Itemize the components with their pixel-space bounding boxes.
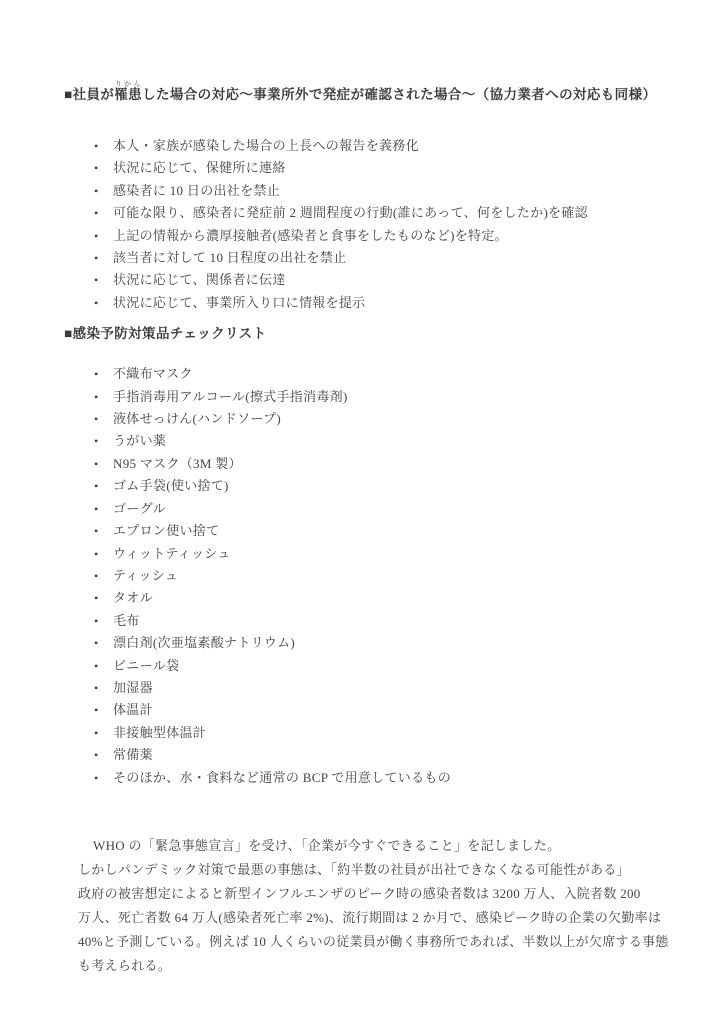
list-item <box>64 292 668 314</box>
list-item-text: うがい薬 <box>113 433 167 449</box>
bullet-icon: • <box>94 658 99 673</box>
list-item <box>64 699 668 721</box>
bullet-icon: • <box>94 228 99 243</box>
bullet-icon: • <box>94 456 99 471</box>
heading-checklist-text: 感染予防対策品チェックリスト <box>72 326 267 342</box>
heading-incident-pre: 社員が <box>72 87 115 102</box>
bullet-icon: • <box>94 434 99 449</box>
list-item <box>64 157 668 179</box>
list-item <box>64 498 668 520</box>
list-item <box>64 269 668 291</box>
bullet-icon: • <box>94 591 99 606</box>
bullet-icon: • <box>94 479 99 494</box>
list-item-text: 状況に応じて、保健所に連絡 <box>113 160 286 176</box>
list-item <box>64 744 668 766</box>
bullet-icon: • <box>94 524 99 539</box>
list-item <box>64 453 668 475</box>
paragraph-line: も考えられる。 <box>78 957 172 973</box>
bullet-icon: • <box>94 568 99 583</box>
bullet-icon: • <box>94 367 99 382</box>
list-item-text: 漂白剤(次亜塩素酸ナトリウム) <box>113 635 296 651</box>
list-item-text: 可能な限り、感染者に発症前 2 週間程度の行動(誰にあって、何をしたか)を確認 <box>113 205 588 221</box>
list-item-text: ティッシュ <box>113 567 179 583</box>
list-item <box>64 767 668 789</box>
list-item-text: ウィットティッシュ <box>113 545 231 561</box>
list-item <box>64 247 668 269</box>
bullet-icon: • <box>94 389 99 404</box>
list-item-text: 該当者に対して 10 日程度の出社を禁止 <box>113 250 347 266</box>
list-item-text: 毛布 <box>113 612 140 628</box>
paragraph-line: 万人、死亡者数 64 万人(感染者死亡率 2%)、流行期間は 2 か月で、感染ピーク時の企業の欠勤率は <box>78 909 662 925</box>
list-item <box>64 677 668 699</box>
paragraph-line: 政府の被害想定によると新型インフルエンザのピーク時の感染者数は 3200 万人、入院者数 200 <box>78 885 641 901</box>
bullet-icon: • <box>94 748 99 763</box>
list-item-text: ビニール袋 <box>113 657 180 673</box>
bullet-icon: • <box>94 295 99 310</box>
heading-incident-post: した場合の対応～事業所外で発症が確認された場合～（協力業者への対応も同様） <box>142 87 657 102</box>
closing-paragraph <box>78 834 668 978</box>
list-item <box>64 565 668 587</box>
bullet-icon: • <box>94 251 99 266</box>
bullet-icon: • <box>94 206 99 221</box>
list-item-text: 体温計 <box>113 702 153 718</box>
bullet-icon: • <box>94 703 99 718</box>
list-item <box>64 202 668 224</box>
list-item <box>64 363 668 385</box>
list-item-text: そのほか、水・食料など通常の BCP で用意しているもの <box>113 769 451 785</box>
list-item <box>64 655 668 677</box>
list-item-text: 不織布マスク <box>113 366 193 382</box>
list-item-text: 感染者に 10 日の出社を禁止 <box>113 182 280 198</box>
ruby-furigana: りかん <box>114 80 143 88</box>
bullet-icon: • <box>94 546 99 561</box>
heading-marker-icon: ■ <box>64 87 73 102</box>
incident-response-list <box>64 135 668 314</box>
list-item <box>64 408 668 430</box>
list-item-text: 状況に応じて、事業所入り口に情報を提示 <box>113 294 366 310</box>
list-item-text: ゴーグル <box>113 500 166 516</box>
list-item-text: エプロン使い捨て <box>113 523 220 539</box>
heading-marker-icon: ■ <box>64 326 73 342</box>
bullet-icon: • <box>94 725 99 740</box>
list-item-text: 本人・家族が感染した場合の上長への報告を義務化 <box>113 138 419 153</box>
list-item <box>64 135 668 157</box>
paragraph-line: 40%と予測している。例えば 10 人くらいの従業員が働く事務所であれば、半数以上が欠席する事態 <box>78 933 669 949</box>
list-item <box>64 543 668 565</box>
list-item <box>64 180 668 202</box>
bullet-icon: • <box>94 680 99 695</box>
list-item <box>64 587 668 609</box>
list-item-text: 非接触型体温計 <box>113 724 207 740</box>
bullet-icon: • <box>94 636 99 651</box>
bullet-icon: • <box>94 273 99 288</box>
list-item <box>64 722 668 744</box>
section-heading-incident <box>64 80 668 105</box>
list-item-text: ゴム手袋(使い捨て) <box>113 478 229 494</box>
bullet-icon: • <box>94 183 99 198</box>
list-item <box>64 475 668 497</box>
list-item-text: 上記の情報から濃厚接触者(感染者と食事をしたものなど)を特定。 <box>113 227 508 243</box>
paragraph-line: しかしパンデミック対策で最悪の事態は、「約半数の社員が出社できなくなる可能性がある」 <box>78 861 630 877</box>
bullet-icon: • <box>94 412 99 427</box>
bullet-icon: • <box>94 139 99 153</box>
list-item <box>64 386 668 408</box>
prevention-supplies-checklist <box>64 363 668 789</box>
list-item <box>64 610 668 632</box>
ruby-rikan <box>114 80 143 102</box>
list-item <box>64 632 668 654</box>
paragraph-line: WHO の「緊急事態宣言」を受け、「企業が今すぐできること」を記しました。 <box>93 837 561 853</box>
ruby-base: 罹患 <box>114 87 143 102</box>
bullet-icon: • <box>94 501 99 516</box>
list-item <box>64 225 668 247</box>
list-item-text: 液体せっけん(ハンドソープ) <box>113 411 281 427</box>
bullet-icon: • <box>94 770 99 785</box>
list-item-text: N95 マスク（3M 製） <box>113 455 242 471</box>
list-item-text: 状況に応じて、関係者に伝達 <box>113 272 286 288</box>
list-item-text: タオル <box>113 590 153 606</box>
list-item <box>64 430 668 452</box>
section-heading-checklist <box>64 324 668 344</box>
bullet-icon: • <box>94 161 99 176</box>
list-item-text: 常備薬 <box>113 747 153 763</box>
bullet-icon: • <box>94 613 99 628</box>
list-item <box>64 520 668 542</box>
list-item-text: 加湿器 <box>113 679 153 695</box>
list-item-text: 手指消毒用アルコール(擦式手指消毒剤) <box>113 388 348 404</box>
